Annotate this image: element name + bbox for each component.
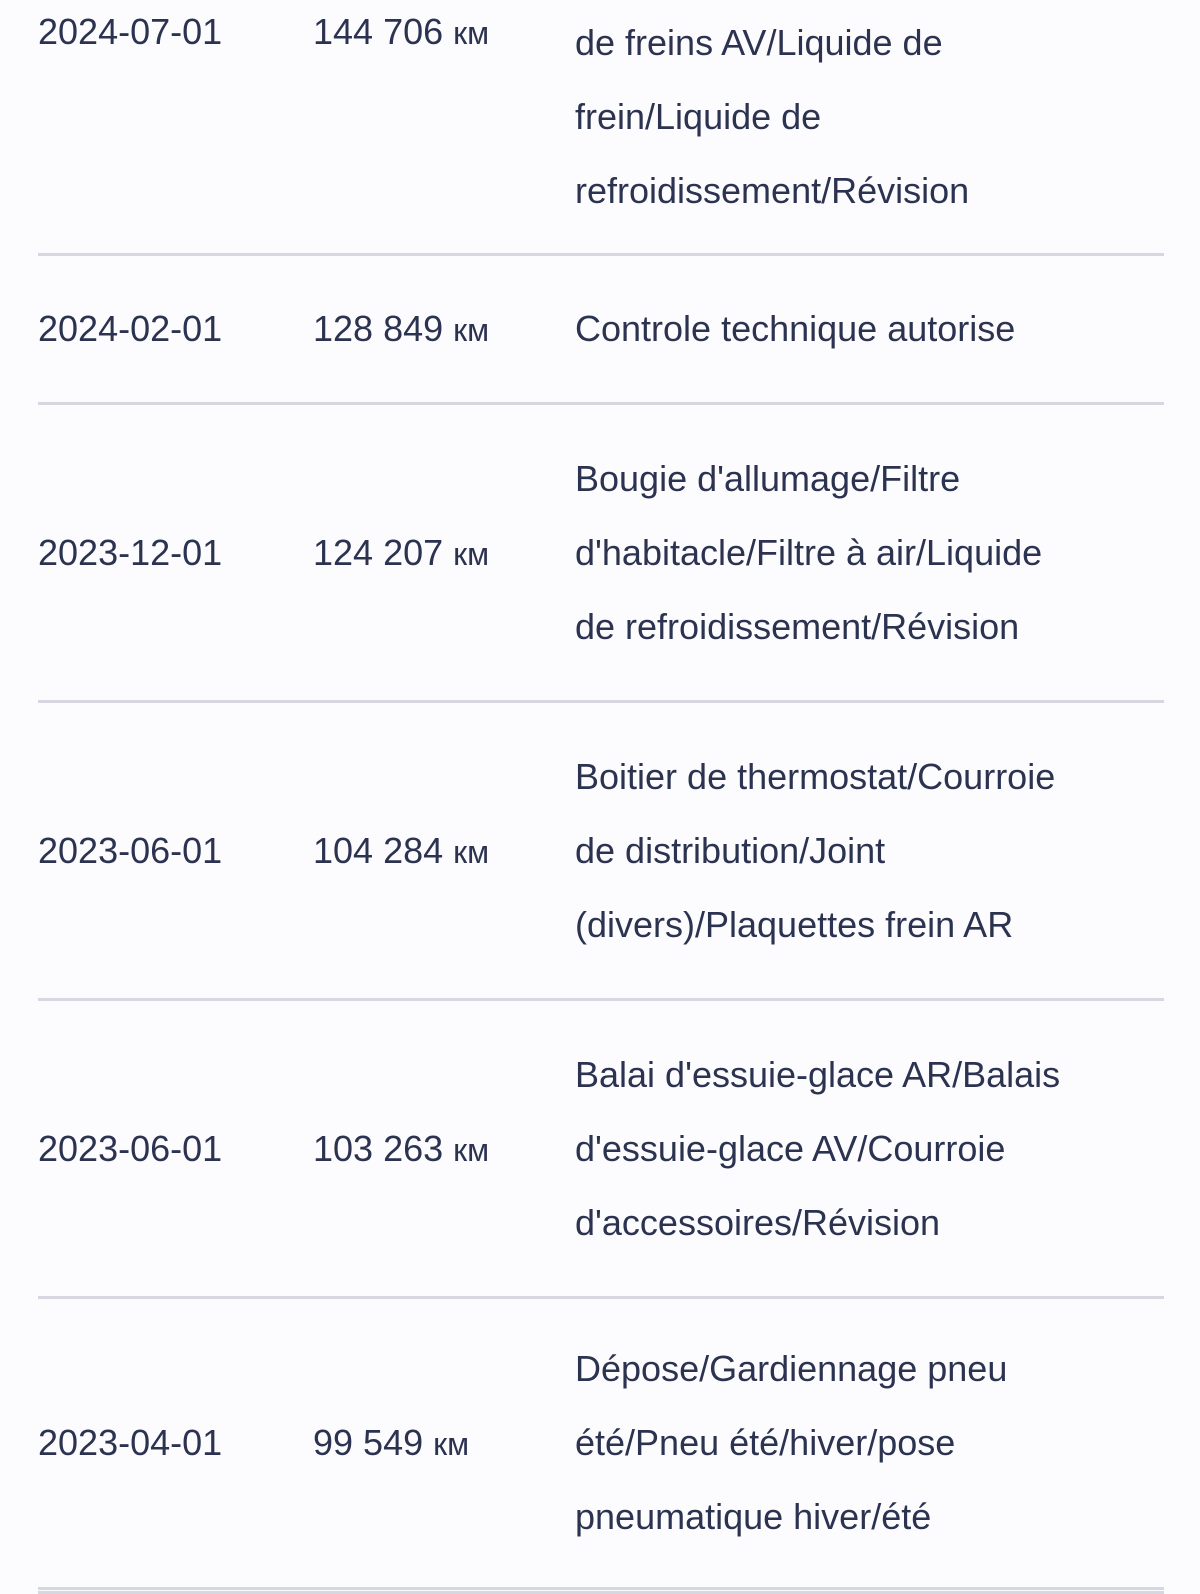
row-date: 2023-06-01 bbox=[38, 829, 223, 871]
mileage-value: 128 849 bbox=[313, 308, 444, 350]
row-description: de freins AV/Liquide de frein/Liquide de refroidissement/Révision bbox=[575, 22, 970, 211]
row-mileage bbox=[313, 531, 489, 574]
table-row bbox=[38, 703, 1164, 1001]
mileage-unit: км bbox=[433, 1426, 470, 1463]
mileage-unit: км bbox=[453, 15, 490, 51]
mileage-value: 144 706 bbox=[313, 11, 444, 52]
row-date: 2024-07-01 bbox=[38, 11, 223, 52]
row-description: Bougie d'allumage/Filtre d'habitacle/Filtre à air/Liquide de refroidissement/Révision bbox=[575, 457, 1043, 647]
row-description: Dépose/Gardiennage pneu été/Pneu été/hiver/pose pneumatique hiver/été bbox=[575, 1348, 1008, 1537]
mileage-value: 104 284 bbox=[313, 829, 444, 871]
mileage-unit: км bbox=[453, 535, 490, 572]
row-mileage bbox=[313, 10, 489, 53]
row-mileage bbox=[313, 307, 489, 350]
mileage-unit: км bbox=[453, 1131, 490, 1168]
table-row bbox=[38, 1001, 1164, 1299]
row-date: 2024-02-01 bbox=[38, 308, 223, 350]
table-row bbox=[38, 0, 1164, 256]
row-description: Boitier de thermostat/Courroie de distribution/Joint (divers)/Plaquettes frein AR bbox=[575, 755, 1056, 945]
row-mileage bbox=[313, 1421, 469, 1464]
row-description: Controle technique autorise bbox=[575, 308, 1016, 349]
mileage-value: 99 549 bbox=[313, 1422, 424, 1464]
row-date: 2023-06-01 bbox=[38, 1127, 223, 1169]
row-date: 2023-12-01 bbox=[38, 531, 223, 573]
mileage-unit: км bbox=[453, 312, 490, 349]
table-row bbox=[38, 1299, 1164, 1590]
table-row bbox=[38, 256, 1164, 405]
table-row bbox=[38, 405, 1164, 703]
mileage-unit: км bbox=[453, 833, 490, 870]
maintenance-history-table bbox=[38, 0, 1164, 1590]
row-mileage bbox=[313, 1127, 489, 1170]
mileage-value: 103 263 bbox=[313, 1127, 444, 1169]
mileage-value: 124 207 bbox=[313, 531, 444, 573]
row-date: 2023-04-01 bbox=[38, 1422, 223, 1464]
row-mileage bbox=[313, 829, 489, 872]
row-description: Balai d'essuie-glace AR/Balais d'essuie-glace AV/Courroie d'accessoires/Révision bbox=[575, 1053, 1061, 1243]
